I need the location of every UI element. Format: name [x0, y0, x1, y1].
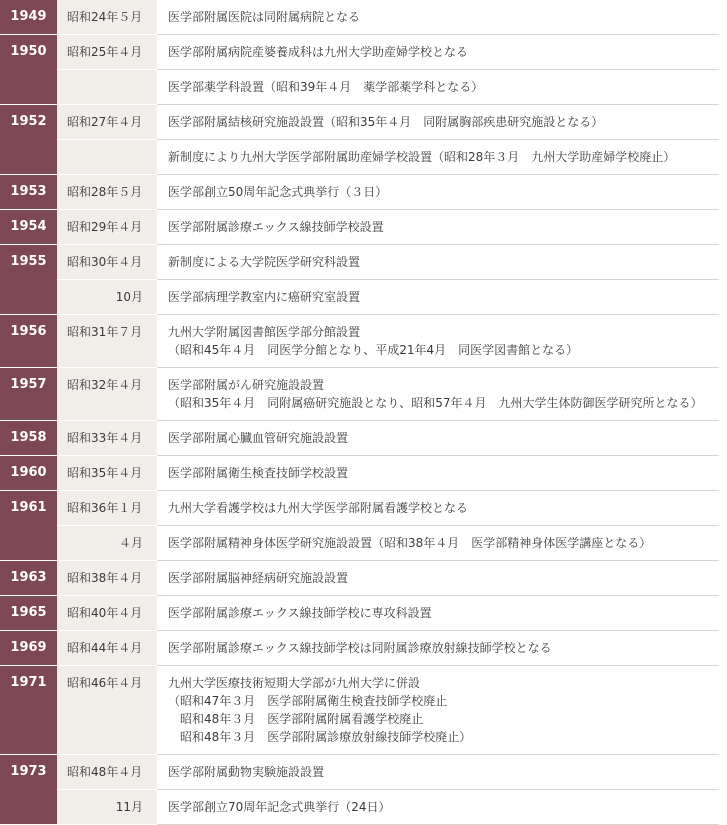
date-cell: 昭和46年４月: [57, 666, 157, 755]
date-cell: 10月: [57, 280, 157, 315]
date-cell: 昭和27年４月: [57, 105, 157, 140]
date-cell: 昭和33年４月: [57, 421, 157, 456]
event-cell: [157, 210, 719, 245]
event-text: 医学部附属結核研究施設設置（昭和35年４月 同附属胸部疾患研究施設となる）: [168, 115, 604, 129]
event-text: 医学部附属診療エックス線技師学校は同附属診療放射線技師学校となる: [168, 641, 552, 655]
event-cell: [157, 315, 719, 368]
date-cell: 昭和44年４月: [57, 631, 157, 666]
date-cell: [57, 70, 157, 105]
event-cell: [157, 140, 719, 175]
timeline-row: [0, 0, 719, 35]
event-cell: [157, 526, 719, 561]
year-cell: 1950: [0, 35, 57, 105]
event-text: 医学部附属動物実験施設設置: [168, 765, 325, 779]
date-cell: 昭和28年５月: [57, 175, 157, 210]
year-cell: 1965: [0, 596, 57, 631]
event-cell: [157, 666, 719, 755]
event-cell: [157, 790, 719, 825]
year-cell: 1956: [0, 315, 57, 368]
date-cell: 昭和24年５月: [57, 0, 157, 35]
event-cell: [157, 35, 719, 70]
event-cell: [157, 561, 719, 596]
event-text: 医学部附属脳神経病研究施設設置: [168, 571, 349, 585]
event-cell: [157, 105, 719, 140]
timeline-row: [0, 70, 719, 105]
event-cell: [157, 456, 719, 491]
timeline-row: [0, 245, 719, 280]
year-cell: 1963: [0, 561, 57, 596]
event-cell: [157, 631, 719, 666]
year-cell: 1952: [0, 105, 57, 175]
event-cell: [157, 755, 719, 790]
timeline-row: [0, 596, 719, 631]
event-text: 医学部附属医院は同附属病院となる: [168, 10, 361, 24]
year-cell: 1949: [0, 0, 57, 35]
event-text: 医学部病理学教室内に癌研究室設置: [168, 290, 361, 304]
year-cell: 1957: [0, 368, 57, 421]
date-cell: 昭和40年４月: [57, 596, 157, 631]
timeline-row: [0, 35, 719, 70]
event-text: 医学部附属衛生検査技師学校設置: [168, 466, 349, 480]
timeline-row: [0, 526, 719, 561]
date-cell: 昭和38年４月: [57, 561, 157, 596]
event-text: 新制度により九州大学医学部附属助産婦学校設置（昭和28年３月 九州大学助産婦学校廃止）: [168, 150, 676, 164]
year-cell: 1960: [0, 456, 57, 491]
year-cell: 1955: [0, 245, 57, 315]
timeline-row: [0, 315, 719, 368]
event-text: 医学部創立70周年記念式典挙行（24日）: [168, 800, 391, 814]
date-cell: 昭和35年４月: [57, 456, 157, 491]
timeline-row: [0, 140, 719, 175]
event-text: 医学部附属病院産婆養成科は九州大学助産婦学校となる: [168, 45, 469, 59]
event-cell: [157, 368, 719, 421]
event-text: 医学部附属診療エックス線技師学校に専攻科設置: [168, 606, 432, 620]
timeline-row: [0, 368, 719, 421]
event-text: 新制度による大学院医学研究科設置: [168, 255, 361, 269]
event-cell: [157, 421, 719, 456]
event-text: 医学部薬学科設置（昭和39年４月 薬学部薬学科となる）: [168, 80, 484, 94]
event-text: 医学部附属診療エックス線技師学校設置: [168, 220, 384, 234]
event-cell: [157, 70, 719, 105]
event-text: 九州大学医療技術短期大学部が九州大学に併設: [168, 676, 421, 690]
year-cell: 1961: [0, 491, 57, 561]
timeline-row: [0, 280, 719, 315]
event-cell: [157, 280, 719, 315]
year-cell: 1954: [0, 210, 57, 245]
event-cell: [157, 245, 719, 280]
event-text: 九州大学看護学校は九州大学医学部附属看護学校となる: [168, 501, 469, 515]
event-cell: [157, 175, 719, 210]
event-text: 九州大学附属図書館医学部分館設置: [168, 325, 361, 339]
event-cell: [157, 596, 719, 631]
timeline-row: [0, 790, 719, 825]
event-cell: [157, 0, 719, 35]
event-text: 昭和48年３月 医学部附属診療放射線技師学校廃止）: [168, 730, 472, 744]
date-cell: 昭和29年４月: [57, 210, 157, 245]
year-cell: 1973: [0, 755, 57, 825]
timeline-row: [0, 210, 719, 245]
event-text: 医学部附属心臓血管研究施設設置: [168, 431, 349, 445]
timeline-row: [0, 491, 719, 526]
event-text: 医学部附属がん研究施設設置: [168, 378, 325, 392]
date-cell: 11月: [57, 790, 157, 825]
timeline-row: [0, 421, 719, 456]
date-cell: 昭和48年４月: [57, 755, 157, 790]
year-cell: 1953: [0, 175, 57, 210]
event-text: 医学部創立50周年記念式典挙行（３日）: [168, 185, 388, 199]
event-text: （昭和35年４月 同附属癌研究施設となり、昭和57年４月 九州大学生体防御医学研究所となる）: [168, 396, 703, 410]
event-text: 昭和48年３月 医学部附属附属看護学校廃止: [168, 712, 424, 726]
date-cell: 昭和30年４月: [57, 245, 157, 280]
date-cell: 昭和31年７月: [57, 315, 157, 368]
date-cell: 昭和25年４月: [57, 35, 157, 70]
date-cell: ４月: [57, 526, 157, 561]
event-text: 医学部附属精神身体医学研究施設設置（昭和38年４月 医学部精神身体医学講座となる）: [168, 536, 652, 550]
year-cell: 1971: [0, 666, 57, 755]
timeline-row: [0, 175, 719, 210]
timeline-row: [0, 666, 719, 755]
timeline-row: [0, 456, 719, 491]
timeline-row: [0, 631, 719, 666]
year-cell: 1969: [0, 631, 57, 666]
timeline-row: [0, 561, 719, 596]
event-text: （昭和45年４月 同医学分館となり、平成21年4月 同医学図書館となる）: [168, 343, 579, 357]
event-text: （昭和47年３月 医学部附属衛生検査技師学校廃止: [168, 694, 448, 708]
year-cell: 1958: [0, 421, 57, 456]
date-cell: 昭和32年４月: [57, 368, 157, 421]
date-cell: 昭和36年１月: [57, 491, 157, 526]
timeline-row: [0, 105, 719, 140]
date-cell: [57, 140, 157, 175]
event-cell: [157, 491, 719, 526]
timeline-row: [0, 755, 719, 790]
